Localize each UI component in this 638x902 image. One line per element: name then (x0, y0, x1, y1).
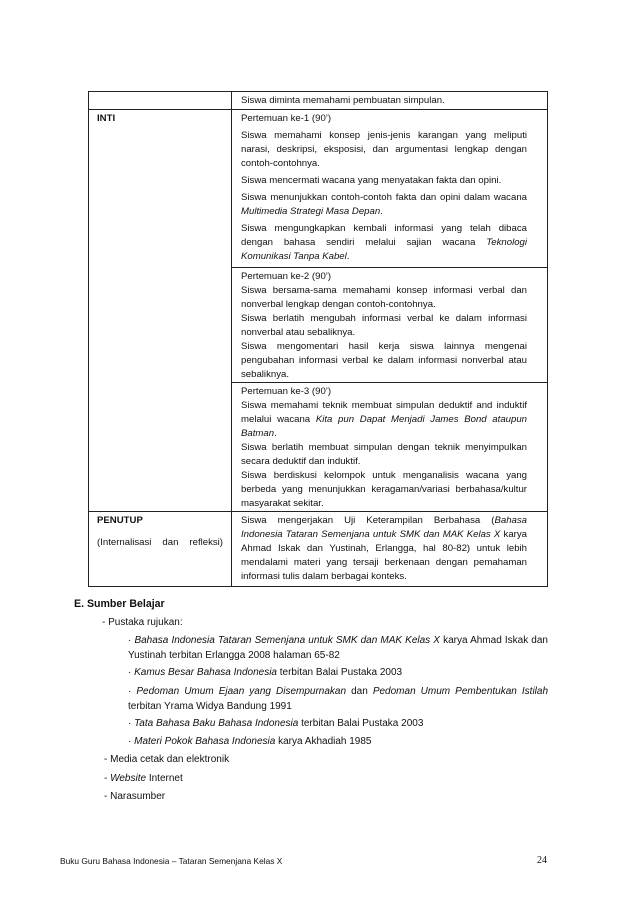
website-item: - Website Internet (104, 773, 183, 784)
reference-item-5: · Materi Pokok Bahasa Indonesia karya Akhadiah 1985 (128, 736, 372, 747)
inti-label: INTI (97, 113, 116, 124)
activity-paragraph: Siswa berdiskusi kelompok untuk menganalisis wacana yang berbeda yang menunjukkan keragaman/variasi berbahasa/kultur masyarakat sekitar. (241, 470, 527, 509)
activity-paragraph: Siswa mencermati wacana yang menyatakan fakta dan opini. (241, 175, 502, 186)
narasumber-item: - Narasumber (104, 791, 166, 802)
footer-book-title: Buku Guru Bahasa Indonesia – Tataran Semenjana Kelas X (60, 856, 283, 866)
meeting-3-cell (232, 383, 548, 512)
activity-paragraph: Siswa berlatih mengubah informasi verbal ke dalam informasi nonverbal atau sebaliknya. (241, 313, 527, 338)
meeting-1-title: Pertemuan ke-1 (90’) (241, 113, 332, 124)
top-right-cell (232, 92, 548, 110)
reference-item-1: · Bahasa Indonesia Tataran Semenjana untuk SMK dan MAK Kelas X karya Ahmad Iskak dan Yustinah terbitan Erlangga 2008 halaman 65-82 (128, 635, 548, 661)
meeting-3-paragraphs (241, 399, 527, 511)
meeting-3-title: Pertemuan ke-3 (90’) (241, 386, 332, 397)
activity-paragraph: Siswa bersama-sama memahami konsep informasi verbal dan nonverbal lengkap dengan contoh-contohnya. (241, 285, 527, 310)
reference-item-2: · Kamus Besar Bahasa Indonesia terbitan Balai Pustaka 2003 (128, 667, 403, 678)
activity-paragraph: Siswa menunjukkan contoh-contoh fakta dan opini dalam wacana Multimedia Strategi Masa Depan. (241, 192, 527, 217)
top-left-cell (89, 92, 232, 110)
meeting-2-cell (232, 268, 548, 383)
penutup-paragraph: Siswa mengerjakan Uji Keterampilan Berbahasa (Bahasa Indonesia Tataran Semenjana untuk SMK dan MAK Kelas X karya Ahmad Iskak dan Yustinah, Erlangga, hal 80-82) untuk lebih mendalami materi yang tersaji berkenaan dengan pemahaman informasi tulis dalam berbagai konteks. (241, 515, 527, 582)
activity-paragraph: Siswa mengungkapkan kembali informasi yang telah dibaca dengan bahasa sendiri melalui sajian wacana Teknologi Komunikasi Tanpa Kabel. (241, 223, 527, 262)
reference-item-3: · Pedoman Umum Ejaan yang Disempurnakan dan Pedoman Umum Pembentukan Istilah terbitan Yrama Widya Bandung 1991 (128, 686, 549, 712)
pustaka-rujukan-label: - Pustaka rujukan: (102, 617, 183, 628)
meeting-1-paragraphs (241, 129, 527, 264)
activity-paragraph: Siswa memahami teknik membuat simpulan deduktif and induktif melalui wacana Kita pun Dapat Menjadi James Bond ataupun Batman. (241, 400, 527, 439)
activity-paragraph: Siswa berlatih membuat simpulan dengan teknik menyimpulkan secara deduktif dan induktif. (241, 442, 527, 467)
activity-paragraph: Siswa memahami konsep jenis-jenis karangan yang meliputi narasi, deskripsi, eksposisi, dan argumentasi lengkap dengan contoh-contohnya. (241, 130, 527, 169)
section-e-heading: E. Sumber Belajar (74, 598, 165, 610)
top-row-text: Siswa diminta memahami pembuatan simpulan. (241, 95, 445, 106)
table-row-top (89, 92, 548, 110)
media-item: - Media cetak dan elektronik (104, 754, 230, 765)
penutup-label: PENUTUP (97, 515, 143, 526)
table-row-penutup (89, 512, 548, 587)
penutup-sublabel: (Internalisasi dan refleksi) (97, 537, 223, 548)
meeting-2-title: Pertemuan ke-2 (90’) (241, 271, 332, 282)
activity-paragraph: Siswa mengomentari hasil kerja siswa lainnya mengenai pengubahan informasi verbal ke dalam informasi nonverbal atau sebaliknya. (241, 341, 527, 380)
table-row-inti-meeting-1 (89, 110, 548, 268)
reference-item-4: · Tata Bahasa Baku Bahasa Indonesia terbitan Balai Pustaka 2003 (128, 718, 424, 729)
inti-label-cell (89, 110, 232, 512)
meeting-1-cell (232, 110, 548, 268)
page-number: 24 (537, 855, 547, 866)
lesson-activity-table (88, 91, 548, 587)
meeting-2-paragraphs (241, 284, 527, 382)
penutup-label-cell (89, 512, 232, 587)
penutup-cell (232, 512, 548, 587)
